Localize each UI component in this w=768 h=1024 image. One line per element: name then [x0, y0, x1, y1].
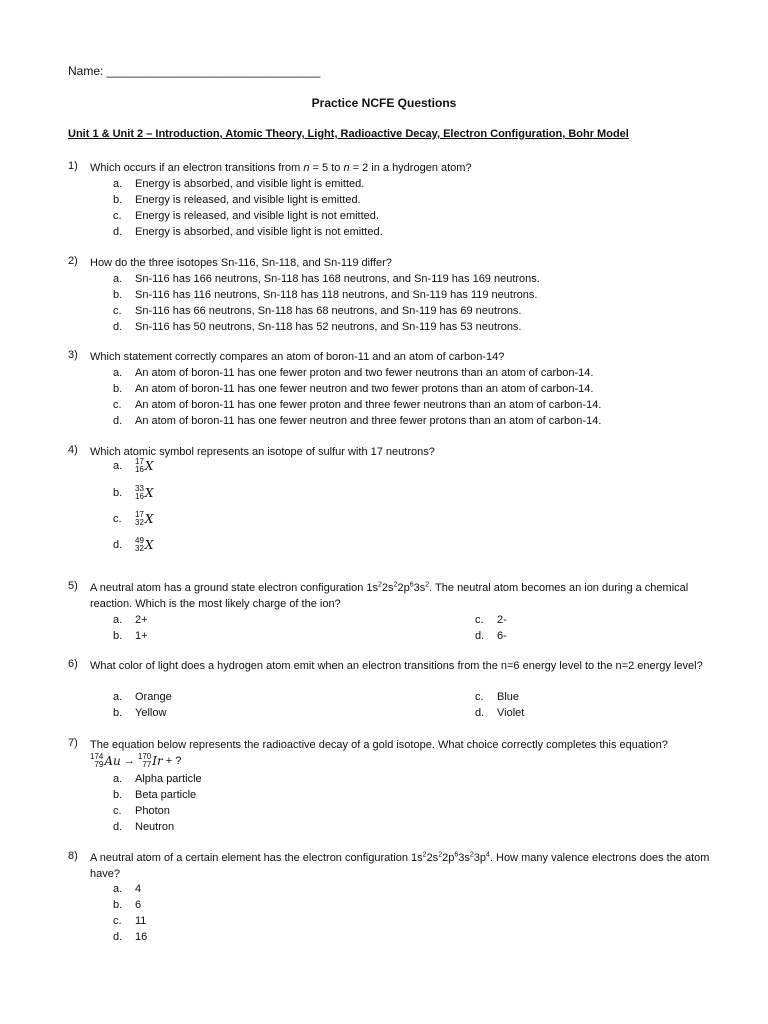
option-letter: a. — [113, 691, 123, 703]
option-text: 6 — [135, 899, 142, 911]
option-c — [475, 689, 519, 705]
question-text — [90, 160, 730, 176]
option-c — [113, 913, 146, 929]
option-a — [113, 612, 148, 628]
option-text: An atom of boron-11 has one fewer proton and two fewer neutrons than an atom of carbon-14. — [135, 367, 594, 379]
question-text — [90, 580, 730, 612]
option-a — [113, 771, 202, 787]
option-text: Beta particle — [135, 789, 197, 801]
text-part: 3s — [458, 852, 470, 864]
page-title: Practice NCFE Questions — [311, 96, 457, 110]
option-text: Sn-116 has 50 neutrons, Sn-118 has 52 neutrons, and Sn-119 has 53 neutrons. — [135, 321, 522, 333]
text-part: 2s — [381, 582, 394, 594]
option-letter: b. — [113, 707, 123, 719]
question-number: 2) — [68, 255, 78, 267]
atomic-number: 16 — [135, 465, 144, 475]
option-text: Energy is absorbed, and visible light is emitted. — [135, 178, 365, 190]
mass-number: 17 — [135, 510, 144, 520]
option-text: 1+ — [135, 630, 148, 642]
option-a — [113, 689, 172, 705]
option-d — [113, 537, 153, 553]
atomic-number: 79 — [94, 760, 104, 770]
text-part: 2p — [397, 582, 410, 594]
superscript: 2 — [469, 851, 474, 859]
option-text: An atom of boron-11 has one fewer neutron and two fewer protons than an atom of carbon-14. — [135, 383, 594, 395]
question-number: 4) — [68, 444, 78, 456]
option-letter: b. — [113, 194, 123, 206]
option-text: Violet — [497, 707, 525, 719]
option-text: 6- — [497, 630, 507, 642]
superscript: 2 — [378, 581, 382, 589]
option-letter: b. — [113, 630, 123, 642]
element-symbol: X — [144, 538, 154, 553]
question-number: 1) — [68, 160, 78, 172]
option-text: Blue — [497, 691, 520, 703]
question-text: What color of light does a hydrogen atom emit when an electron transitions from the n=6 energy level to the n=2 energy level? — [90, 660, 703, 672]
mass-number: 49 — [135, 536, 144, 546]
option-text: Sn-116 has 66 neutrons, Sn-118 has 68 neutrons, and Sn-119 has 69 neutrons. — [135, 305, 522, 317]
equation-tail: + ? — [162, 755, 182, 767]
atomic-number: 32 — [135, 544, 144, 554]
atomic-number: 32 — [135, 518, 144, 528]
option-letter: d. — [113, 415, 123, 427]
option-text: An atom of boron-11 has one fewer neutron and three fewer protons than an atom of carbon-14. — [135, 415, 602, 427]
mass-number: 17 — [135, 457, 144, 467]
option-letter: c. — [113, 915, 122, 927]
option-c — [113, 511, 153, 527]
option-d — [113, 319, 522, 335]
question-number: 5) — [68, 580, 78, 592]
element-symbol: Au — [104, 754, 121, 769]
atomic-number: 16 — [135, 492, 144, 502]
option-text: 16 — [135, 931, 148, 943]
option-letter: c. — [113, 210, 122, 222]
option-text: Orange — [135, 691, 172, 703]
option-d — [113, 224, 383, 240]
option-letter: d. — [113, 539, 123, 551]
option-a — [113, 176, 364, 192]
mass-number: 170 — [137, 752, 152, 762]
option-letter: d. — [113, 321, 123, 333]
option-b — [113, 787, 196, 803]
option-text: 4 — [135, 883, 142, 895]
text-part: = 5 to — [309, 162, 344, 174]
question-text — [90, 850, 730, 882]
option-letter: a. — [113, 273, 123, 285]
name-line: Name: ________________________________ — [68, 64, 321, 78]
option-text: Yellow — [135, 707, 167, 719]
option-letter: a. — [113, 178, 123, 190]
question-number: 8) — [68, 850, 78, 862]
text-part: . How many valence electrons does the atom have? — [90, 852, 710, 880]
text-part: . The neutral atom becomes an ion during a chemical reaction. Which is the most likely charge of the ion? — [90, 582, 689, 610]
option-letter: c. — [113, 399, 122, 411]
option-b — [113, 897, 141, 913]
element-symbol: X — [144, 459, 154, 474]
option-text: Energy is released, and visible light is emitted. — [135, 194, 361, 206]
element-symbol: X — [144, 512, 154, 527]
decay-equation — [90, 753, 181, 769]
option-letter: c. — [475, 691, 484, 703]
option-letter: b. — [113, 383, 123, 395]
option-b — [113, 628, 148, 644]
text-part: 2s — [426, 852, 439, 864]
text-part: 2p — [442, 852, 455, 864]
option-a — [113, 365, 593, 381]
variable-n: n — [303, 162, 310, 174]
option-text: 2+ — [135, 614, 148, 626]
option-c — [113, 803, 170, 819]
option-text: Energy is absorbed, and visible light is not emitted. — [135, 226, 383, 238]
question-text: The equation below represents the radioactive decay of a gold isotope. What choice correctly completes this equation? — [90, 739, 668, 751]
option-letter: b. — [113, 899, 123, 911]
option-letter: c. — [113, 513, 122, 525]
option-d — [475, 628, 507, 644]
option-letter: d. — [113, 821, 123, 833]
option-c — [113, 397, 601, 413]
mass-number: 174 — [90, 752, 104, 762]
option-letter: b. — [113, 289, 123, 301]
option-letter: a. — [113, 367, 123, 379]
option-c — [113, 208, 379, 224]
option-letter: b. — [113, 487, 123, 499]
superscript: 2 — [425, 581, 430, 589]
option-letter: c. — [113, 305, 122, 317]
question-number: 7) — [68, 737, 78, 749]
question-number: 6) — [68, 658, 78, 670]
variable-n: n — [343, 162, 350, 174]
option-b — [113, 287, 537, 303]
text-part: 3p — [473, 852, 487, 864]
option-letter: d. — [113, 931, 123, 943]
option-text: Photon — [135, 805, 170, 817]
unit-heading: Unit 1 & Unit 2 – Introduction, Atomic Theory, Light, Radioactive Decay, Electron Configuration, Bohr Model — [68, 128, 629, 140]
superscript: 2 — [393, 581, 398, 589]
nuclide-symbol — [135, 485, 153, 501]
option-c — [475, 612, 507, 628]
superscript: 2 — [438, 851, 443, 859]
element-symbol: X — [144, 486, 154, 501]
arrow-icon: → — [123, 755, 135, 767]
mass-number: 33 — [135, 484, 144, 494]
option-letter: b. — [113, 789, 123, 801]
superscript: 4 — [486, 851, 490, 859]
option-letter: d. — [475, 707, 485, 719]
option-b — [113, 485, 153, 501]
superscript: 2 — [422, 851, 427, 859]
text-part: = 2 in a hydrogen atom? — [349, 162, 472, 174]
nuclide-symbol — [135, 458, 153, 474]
element-symbol: Ir — [152, 754, 163, 769]
nuclide-symbol — [135, 537, 153, 553]
option-letter: d. — [475, 630, 485, 642]
iridium-nuclide — [138, 753, 163, 769]
atomic-number: 77 — [142, 760, 152, 770]
text-part: A neutral atom of a certain element has the electron configuration 1s — [90, 852, 423, 864]
text-part: A neutral atom has a ground state electron configuration 1s — [90, 582, 379, 594]
option-letter: a. — [113, 773, 123, 785]
option-c — [113, 303, 522, 319]
question-text: Which statement correctly compares an atom of boron-11 and an atom of carbon-14? — [90, 351, 505, 363]
option-b — [113, 192, 361, 208]
option-letter: d. — [113, 226, 123, 238]
option-text: 11 — [135, 915, 147, 927]
option-text: Sn-116 has 116 neutrons, Sn-118 has 118 neutrons, and Sn-119 has 119 neutrons. — [135, 289, 538, 301]
option-text: An atom of boron-11 has one fewer proton and three fewer neutrons than an atom of carbon-14. — [135, 399, 602, 411]
question-text: How do the three isotopes Sn-116, Sn-118, and Sn-119 differ? — [90, 257, 392, 269]
option-text: Sn-116 has 166 neutrons, Sn-118 has 168 neutrons, and Sn-119 has 169 neutrons. — [135, 273, 540, 285]
question-text: Which atomic symbol represents an isotope of sulfur with 17 neutrons? — [90, 446, 435, 458]
option-letter: a. — [113, 614, 123, 626]
nuclide-symbol — [135, 511, 153, 527]
option-letter: a. — [113, 460, 123, 472]
option-d — [113, 413, 601, 429]
option-a — [113, 271, 540, 287]
option-d — [113, 819, 174, 835]
gold-nuclide — [90, 753, 121, 769]
option-b — [113, 705, 166, 721]
option-letter: c. — [113, 805, 122, 817]
option-b — [113, 381, 593, 397]
option-text: Alpha particle — [135, 773, 202, 785]
option-letter: a. — [113, 883, 123, 895]
superscript: 6 — [454, 851, 459, 859]
text-part: 3s — [413, 582, 426, 594]
option-d — [475, 705, 524, 721]
option-text: Energy is released, and visible light is not emitted. — [135, 210, 379, 222]
text-part: Which occurs if an electron transitions from — [90, 162, 304, 174]
question-number: 3) — [68, 349, 78, 361]
option-d — [113, 929, 147, 945]
option-text: Neutron — [135, 821, 175, 833]
superscript: 6 — [409, 581, 414, 589]
option-a — [113, 881, 141, 897]
option-letter: c. — [475, 614, 484, 626]
option-text: 2- — [497, 614, 507, 626]
option-a — [113, 458, 153, 474]
